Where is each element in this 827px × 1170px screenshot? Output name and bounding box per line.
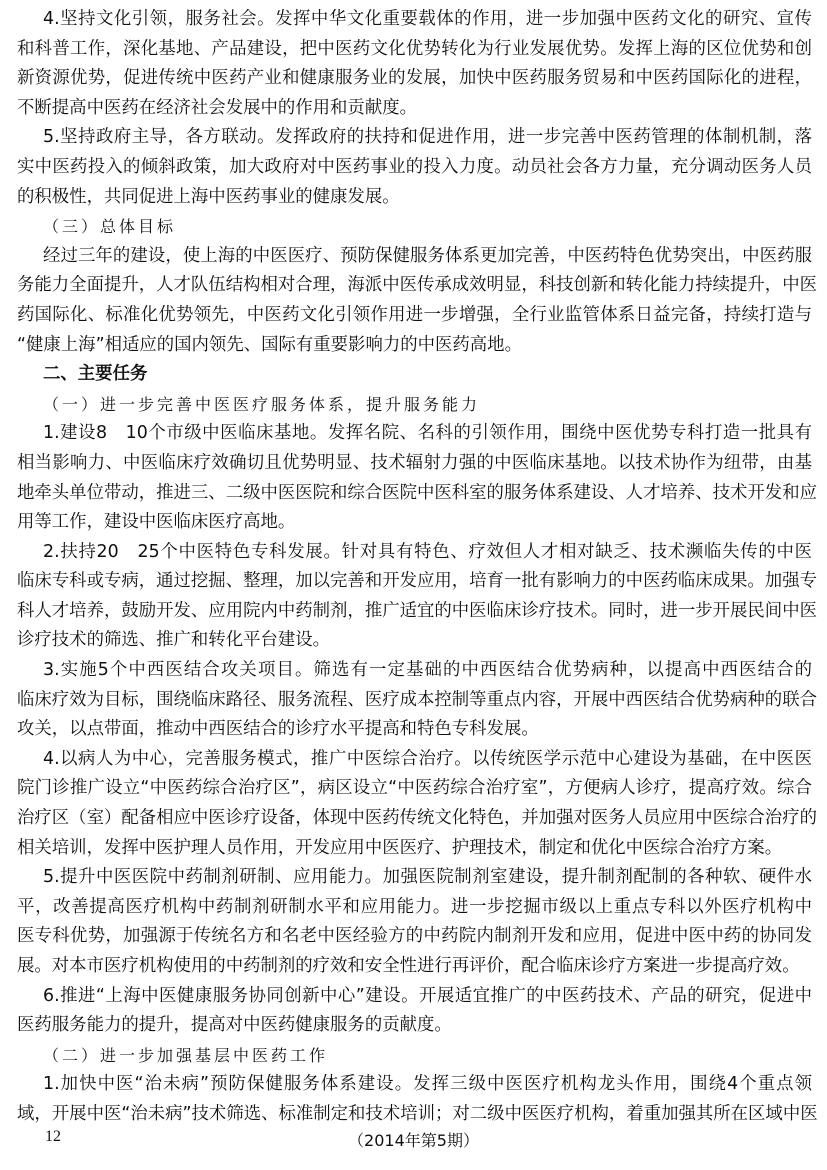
text-line: 6.推进“上海中医健康服务协同创新中心”建设。开展适宜推广的中医药技术、产品的研究，促进中 bbox=[43, 985, 812, 1006]
document-body bbox=[17, 5, 818, 1130]
text-line: 新资源优势，促进传统中医药产业和健康服务业的发展，加快中医药服务贸易和中医药国际化的进程， bbox=[17, 68, 812, 89]
text-line: “健康上海”相适应的国内领先、国际有重要影响力的中医药高地。 bbox=[17, 334, 522, 355]
text-line: 攻关，以点带面，推动中西医结合的诊疗水平提高和特色专科发展。 bbox=[17, 719, 539, 740]
text-line: 临床疗效为目标，围绕临床路径、服务流程、医疗成本控制等重点内容，开展中西医结合优势病种的联合 bbox=[17, 689, 817, 710]
text-line: 医专科优势，加强源于传统名方和名老中医经验方的中药院内制剂开发和应用，促进中医中药的协同发 bbox=[17, 926, 812, 947]
paragraph bbox=[17, 242, 817, 360]
text-line: 1.建设8 10个市级中医临床基地。发挥名院、名科的引领作用，围绕中医优势专科打造一批具有 bbox=[43, 423, 812, 444]
text-line: 5.提升中医医院中药制剂研制、应用能力。加强医院制剂室建设，提升制剂配制的各种软、硬件水 bbox=[43, 867, 812, 888]
paragraph bbox=[17, 123, 812, 212]
text-line: 治疗区（室）配备相应中医诊疗设备，体现中医药传统文化特色，并加强对医务人员应用中医综合治疗的 bbox=[17, 808, 817, 829]
text-line: 科人才培养，鼓励开发、应用院内中药制剂，推广适宜的中医临床诊疗技术。同时，进一步开展民间中医 bbox=[17, 600, 817, 621]
text-line: 的积极性，共同促进上海中医药事业的健康发展。 bbox=[17, 186, 400, 207]
text-line: 地牵头单位带动，推进三、二级中医医院和综合医院中医科室的服务体系建设、人才培养、技术开发和应 bbox=[17, 482, 817, 503]
text-line: 诊疗技术的筛选、推广和转化平台建设。 bbox=[17, 630, 331, 651]
section-heading bbox=[17, 360, 812, 390]
subsection-heading bbox=[17, 1041, 812, 1071]
paragraph bbox=[17, 538, 817, 656]
issue-label: （2014年第5期） bbox=[348, 1131, 479, 1150]
text-line: 务能力全面提升，人才队伍结构相对合理，海派中医传承成效明显，科技创新和转化能力持续提升，中医 bbox=[17, 275, 817, 296]
text-line: 域，开展中医“治未病”技术筛选、标准制定和技术培训；对二级中医医疗机构，着重加强其所在区域中医 bbox=[17, 1103, 818, 1124]
text-line: 和科普工作，深化基地、产品建设，把中医药文化优势转化为行业发展优势。发挥上海的区位优势和创 bbox=[17, 38, 812, 59]
subsection-heading bbox=[17, 212, 812, 242]
text-line: 二、主要任务 bbox=[43, 364, 148, 385]
paragraph bbox=[17, 1070, 818, 1129]
text-line: 2.扶持20 25个中医特色专科发展。针对具有特色、疗效但人才相对缺乏、技术濒临失传的中医 bbox=[43, 541, 812, 562]
text-line: 5.坚持政府主导，各方联动。发挥政府的扶持和促进作用，进一步完善中医药管理的体制机制，落 bbox=[43, 127, 812, 148]
paragraph bbox=[17, 5, 812, 123]
text-line: 相关培训，发挥中医护理人员作用，开发应用中医医疗、护理技术，制定和优化中医综合治疗方案。 bbox=[17, 837, 783, 858]
paragraph bbox=[17, 745, 817, 863]
text-line: 1.加快中医“治未病”预防保健服务体系建设。发挥三级中医医疗机构龙头作用，围绕4个重点领 bbox=[43, 1074, 812, 1095]
subsection-heading bbox=[17, 390, 812, 420]
text-line: 4.以病人为中心，完善服务模式，推广中医综合治疗。以传统医学示范中心建设为基础，在中医医 bbox=[43, 748, 812, 769]
text-line: 平，改善提高医疗机构中药制剂研制水平和应用能力。进一步挖掘市级以上重点专科以外医疗机构中 bbox=[17, 896, 812, 917]
text-line: 院门诊推广设立“中医药综合治疗区”，病区设立“中医药综合治疗室”，方便病人诊疗，提高疗效。综合 bbox=[17, 778, 812, 799]
text-line: 药国际化、标准化优势领先，中医药文化引领作用进一步增强，全行业监管体系日益完备，持续打造与 bbox=[17, 304, 812, 325]
page-number: 12 bbox=[45, 1128, 61, 1145]
text-line: 临床专科或专病，通过挖掘、整理，加以完善和开发应用，培育一批有影响力的中医药临床成果。加强专 bbox=[17, 571, 817, 592]
text-line: （一）进一步完善中医医疗服务体系，提升服务能力 bbox=[43, 394, 481, 414]
paragraph bbox=[17, 863, 812, 981]
text-line: 4.坚持文化引领，服务社会。发挥中华文化重要载体的作用，进一步加强中医药文化的研究、宣传 bbox=[43, 9, 812, 29]
text-line: 经过三年的建设，使上海的中医医疗、预防保健服务体系更加完善，中医药特色优势突出，中医药服 bbox=[43, 245, 812, 266]
text-line: （二）进一步加强基层中医药工作 bbox=[43, 1045, 329, 1065]
paragraph bbox=[17, 419, 817, 537]
paragraph bbox=[17, 656, 817, 745]
text-line: （三）总体目标 bbox=[43, 217, 177, 237]
text-line: 实中医药投入的倾斜政策，加大政府对中医药事业的投入力度。动员社会各方力量，充分调动医务人员 bbox=[17, 156, 812, 177]
text-line: 展。对本市医疗机构使用的中药制剂的疗效和安全性进行再评价，配合临床诊疗方案进一步提高疗效。 bbox=[17, 956, 800, 976]
paragraph bbox=[17, 982, 812, 1041]
text-line: 相当影响力、中医临床疗效确切且优势明显、技术辐射力强的中医临床基地。以技术协作为纽带，由基 bbox=[17, 452, 812, 473]
text-line: 医药服务能力的提升，提高对中医药健康服务的贡献度。 bbox=[17, 1015, 452, 1036]
text-line: 用等工作，建设中医临床医疗高地。 bbox=[17, 512, 296, 533]
text-line: 不断提高中医药在经济社会发展中的作用和贡献度。 bbox=[17, 97, 417, 118]
text-line: 3.实施5个中西医结合攻关项目。筛选有一定基础的中西医结合优势病种，以提高中西医结合的 bbox=[43, 660, 812, 681]
